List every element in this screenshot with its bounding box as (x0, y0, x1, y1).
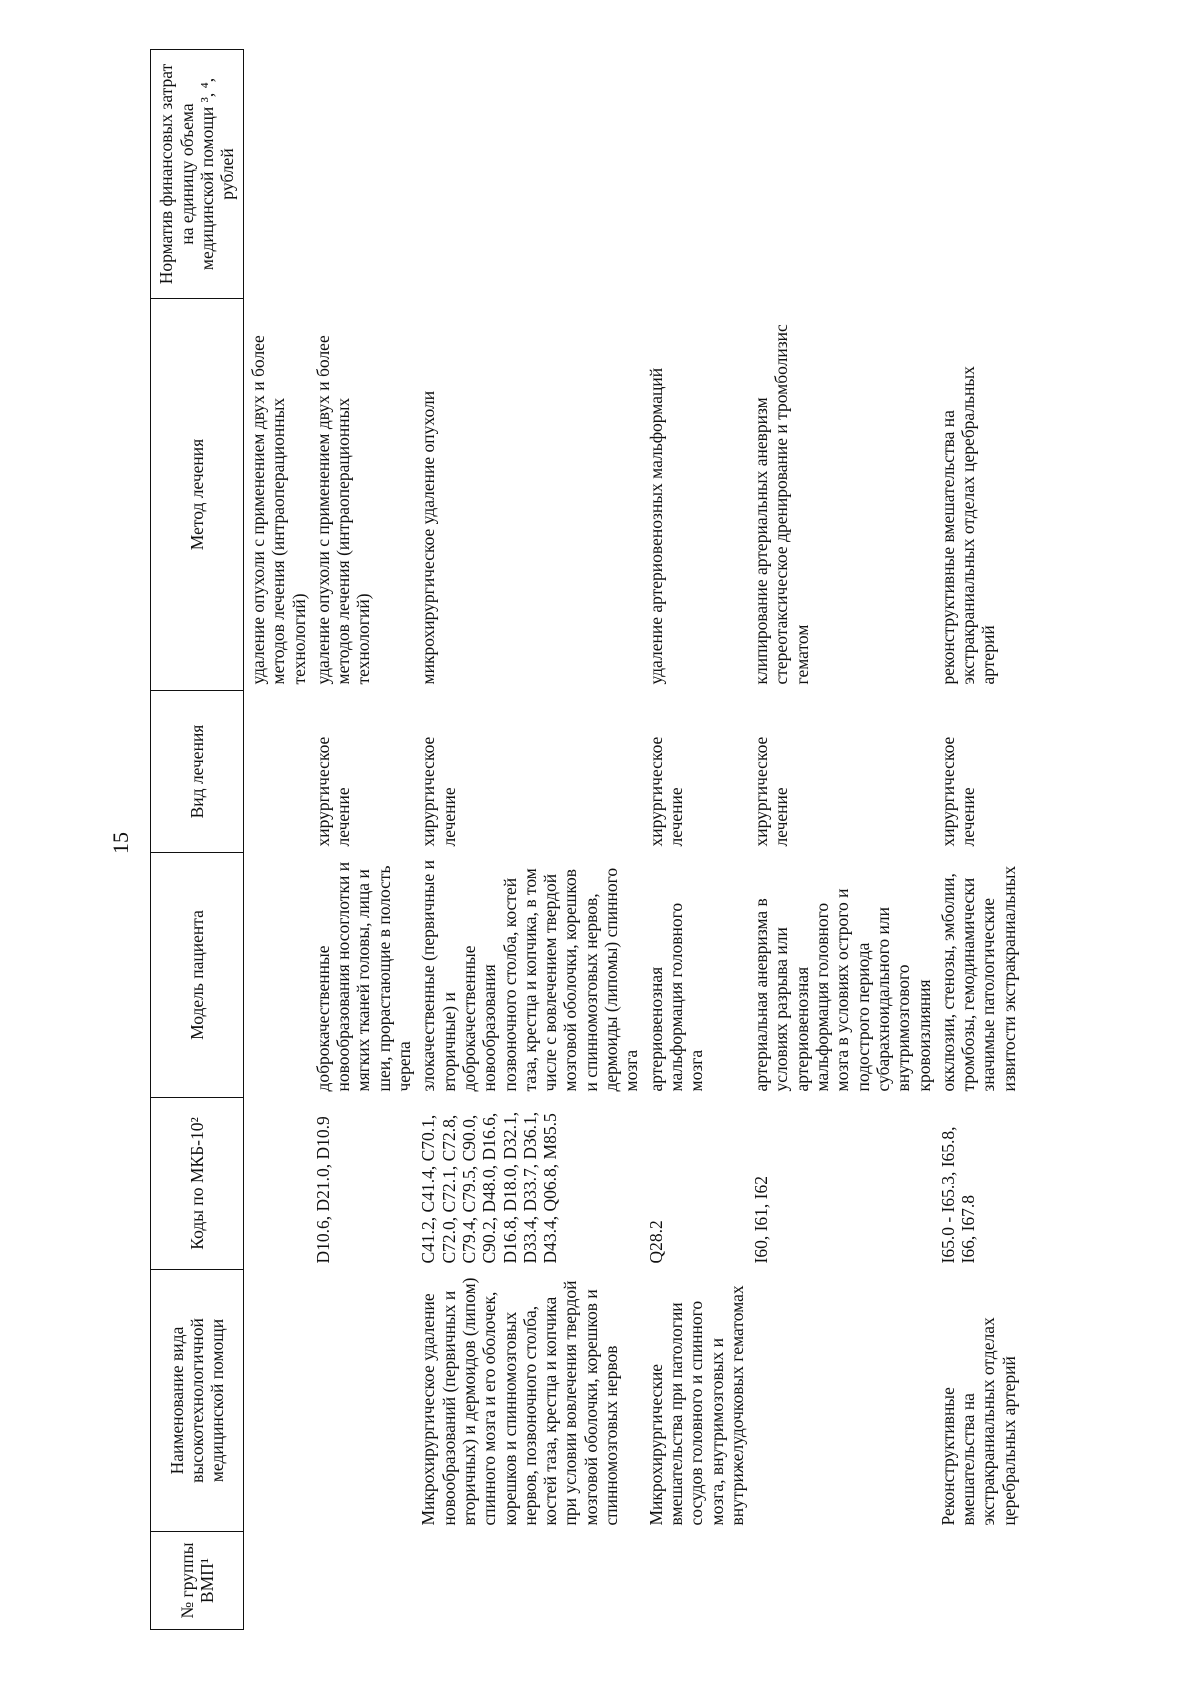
method-text-secondary: стереотаксическое дренирование и тромболизис гематом (771, 324, 812, 685)
table-row (244, 50, 309, 1630)
cell-method: реконструктивные вмешательства на экстракраниальных отделах церебральных артерий (937, 366, 999, 685)
cell-num (244, 1532, 309, 1630)
cell-kind: хирургическое лечение (418, 736, 459, 847)
cell-method: удаление опухоли с применением двух и более методов лечения (интраоперационных технологий) (312, 335, 374, 685)
cell-kind: хирургическое лечение (312, 736, 354, 847)
table-row (934, 50, 1019, 1630)
page-number: 15 (108, 832, 133, 854)
cell-norm (309, 50, 414, 299)
cell-model: злокачественные (первичные и вторичные) и доброкачественные новообразования позвоночного столба, костей таза, крестца и копчика, в том числе с вовлечением твердой мозговой оболочки, корешков и спинномозговых нервов, дермоиды (липомы) спинного мозга (418, 860, 642, 1092)
cell-method (747, 299, 934, 691)
table-row (309, 50, 414, 1630)
table-header-row (151, 50, 244, 1630)
vmp-table (150, 49, 1019, 1630)
cell-name: Реконструктивные вмешательства на экстракраниальных отделах церебральных артерий (937, 1317, 1019, 1526)
cell-name: Микрохирургические вмешательства при патологии сосудов головного и спинного мозга, внутримозговых и внутрижелудочковых гематомах (645, 1285, 747, 1526)
cell-num (309, 1532, 414, 1630)
header-treatment-kind: Вид лечения (151, 691, 244, 853)
cell-name (309, 1270, 414, 1532)
cell-kind: хирургическое лечение (937, 736, 979, 847)
cell-model: артериальная аневризма в условиях разрыва или артериовенозная мальформация головного мозга в условиях острого и подострого периода субарахноидального или внутримозгового кровоизлияния (751, 888, 934, 1092)
table-row (747, 50, 934, 1630)
header-care-type-name: Наименование вида высокотехнологичной медицинской помощи (151, 1270, 244, 1532)
cell-codes: Q28.2 (645, 1220, 666, 1264)
method-text: клипирование артериальных аневризм (751, 397, 772, 685)
header-patient-model: Модель пациента (151, 853, 244, 1098)
cell-num (414, 1532, 641, 1630)
cell-norm (934, 50, 1019, 299)
cell-name (244, 1270, 309, 1532)
cell-model: окклюзии, стенозы, эмболии, тромбозы, гемодинамически значимые патологические извитости экстракраниальных (937, 865, 1019, 1092)
cell-method: удаление артериовенозных мальформаций (645, 367, 666, 685)
cell-codes: C41.2, C41.4, C70.1, C72.0, C72.1, C72.8, C79.4, C79.5, C90.0, C90.2, D48.0, D16.6, D16.8, D18.0, D32.1, D33.4, D33.7, D36.1, D43.4, Q06.8, M85.5 (418, 1111, 561, 1264)
cell-codes (244, 1098, 309, 1270)
cell-model: доброкачественные новообразования носоглотки и мягких тканей головы, лица и шеи, прорастающие в полость черепа (312, 861, 415, 1092)
cell-norm (414, 50, 641, 299)
table-row (414, 50, 641, 1630)
table-row (642, 50, 747, 1630)
cell-kind: хирургическое лечение (645, 736, 686, 847)
cell-codes: D10.6, D21.0, D10.9 (312, 1116, 333, 1264)
header-group-number: № группы ВМП¹ (151, 1532, 244, 1630)
cell-kind: хирургическое лечение (751, 736, 792, 847)
cell-codes: I65.0 - I65.3, I65.8, I66, I67.8 (937, 1126, 979, 1264)
cell-method: удаление опухоли с применением двух и более методов лечения (интраоперационных технологий) (248, 335, 309, 685)
cell-norm (747, 50, 934, 299)
header-treatment-method: Метод лечения (151, 299, 244, 691)
cell-num (934, 1532, 1019, 1630)
cell-norm (244, 50, 309, 299)
cell-name: Микрохирургическое удаление новообразований (первичных и вторичных) и дермоидов (липом) спинного мозга и его оболочек, корешков и спинномозговых нервов, позвоночного столба, костей таза, крестца и копчика при условии вовлечения твердой мозговой оболочки, корешков и спинномозговых нервов (418, 1277, 622, 1526)
cell-kind (244, 691, 309, 853)
cell-model (244, 853, 309, 1098)
cell-num (747, 1532, 934, 1630)
cell-model: артериовенозная мальформация головного мозга (645, 902, 707, 1092)
header-cost-norm: Норматив финансовых затрат на единицу объема медицинской помощи ³, ⁴, рублей (151, 50, 244, 299)
cell-norm (642, 50, 747, 299)
cell-num (642, 1532, 747, 1630)
header-icd-codes: Коды по МКБ-10² (151, 1098, 244, 1270)
cell-method: микрохирургическое удаление опухоли (418, 390, 439, 685)
rotated-page (150, 50, 1200, 1630)
cell-codes: I60, I61, I62 (751, 1176, 772, 1264)
cell-name (747, 1270, 934, 1532)
